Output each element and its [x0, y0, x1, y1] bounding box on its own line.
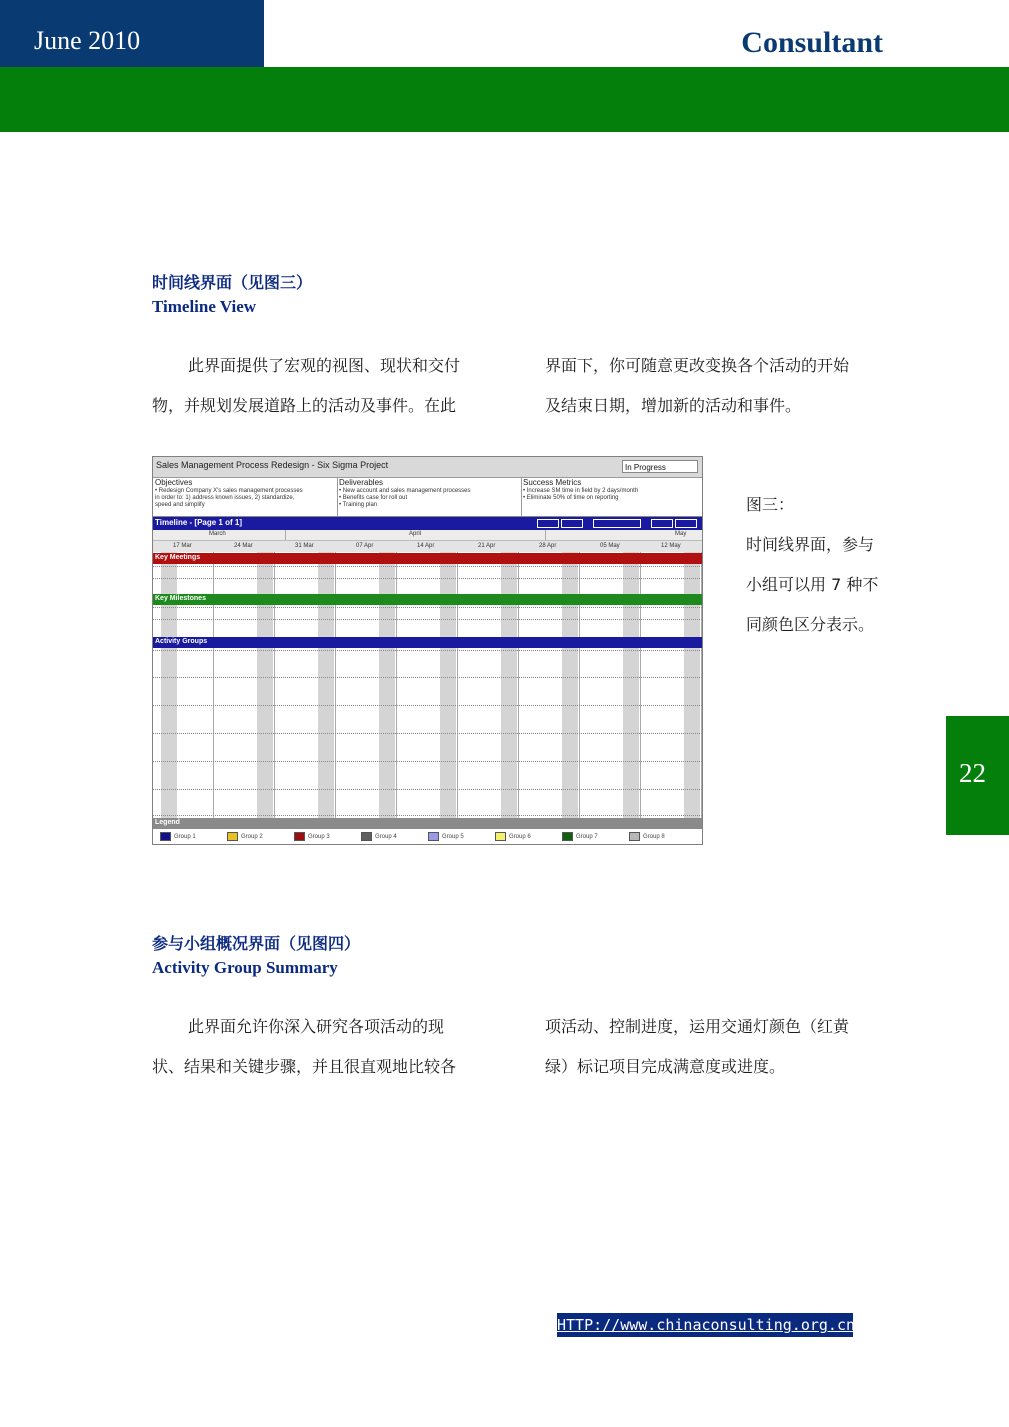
section-heading-en: Timeline View [152, 297, 257, 316]
legend-item [428, 832, 464, 841]
legend-label-text: Group 7 [576, 834, 598, 841]
metrics-panel [521, 477, 702, 516]
text-line: 项活动、控制进度，运用交通灯颜色（红黄 [545, 1017, 850, 1036]
legend-label-text: Group 5 [442, 834, 464, 841]
weekend-shade [562, 552, 578, 820]
week-column [336, 552, 397, 820]
paragraph-col-2 [545, 346, 905, 426]
timeline-screenshot [152, 456, 703, 845]
text-line: 界面下，你可随意更改变换各个活动的开始 [545, 356, 850, 375]
weekend-shade [318, 552, 334, 820]
caption-line: 时间线界面，参与 [746, 535, 875, 554]
month-label: May [675, 531, 687, 537]
timeline-bar [153, 517, 702, 530]
activity-groups-band [153, 637, 702, 648]
weekend-shade [257, 552, 273, 820]
legend-label-text: Group 4 [375, 834, 397, 841]
legend-label-text: Group 8 [643, 834, 665, 841]
legend-label-text: Group 6 [509, 834, 531, 841]
week-column [519, 552, 580, 820]
nav-prev-button[interactable] [537, 519, 559, 528]
weekend-shade [623, 552, 639, 820]
grid-row-line [153, 733, 702, 734]
caption-line: 图三： [746, 495, 795, 514]
header-green-band [0, 67, 1009, 132]
month-label: April [409, 531, 422, 537]
section-heading-cn: 参与小组概况界面（见图四） [152, 934, 361, 953]
week-column [458, 552, 519, 820]
grid-row-line [153, 677, 702, 678]
week-label: 17 Mar [173, 543, 192, 549]
week-label: 14 Apr [417, 543, 435, 549]
week-column [641, 552, 702, 820]
week-label: 05 May [600, 543, 620, 549]
status-dropdown[interactable]: In Progress [622, 460, 698, 473]
week-row [153, 541, 702, 552]
weekend-shade [684, 552, 700, 820]
legend-swatch [629, 832, 640, 841]
screen-title-bar [153, 457, 702, 478]
metrics-text: • Increase SM time in field by 2 days/month • Eliminate 50% of time on reporting [523, 488, 639, 501]
section-heading-en: Activity Group Summary [152, 958, 338, 977]
week-label: 24 Mar [234, 543, 253, 549]
legend-label-text: Group 3 [308, 834, 330, 841]
deliverables-text: • New account and sales management processes • Benefits case for roll out • Training plan [339, 488, 471, 508]
legend-label-text: Group 1 [174, 834, 196, 841]
grid-row-line [153, 566, 702, 567]
figure-caption [746, 485, 906, 645]
band-label: Key Meetings [155, 554, 201, 561]
grid-row-line [153, 815, 702, 816]
weekend-shade [379, 552, 395, 820]
week-label: 07 Apr [356, 543, 374, 549]
weekend-shade [161, 552, 177, 820]
band-label: Activity Groups [155, 638, 208, 645]
text-line: 此界面允许你深入研究各项活动的现 [188, 1017, 445, 1036]
deliverables-panel [337, 477, 522, 516]
legend-item [160, 832, 196, 841]
legend-label: Legend [155, 819, 180, 826]
legend-swatch [495, 832, 506, 841]
week-column [580, 552, 641, 820]
legend-swatch [428, 832, 439, 841]
paragraph-col-1 [152, 346, 502, 426]
scroll-right-button[interactable] [675, 519, 697, 528]
weekend-shade [440, 552, 456, 820]
grid-row-line [153, 761, 702, 762]
section-heading-cn: 时间线界面（见图三） [152, 273, 313, 292]
metrics-label: Success Metrics [523, 478, 582, 487]
legend-item [294, 832, 330, 841]
objectives-text: • Redesign Company X's sales management processes in order to: 1) address known issues, 2) standardize, speed and simplify [155, 488, 303, 508]
legend-bar [153, 818, 702, 829]
objectives-panel [153, 477, 338, 516]
zoom-range-button[interactable] [593, 519, 641, 528]
legend-swatch [160, 832, 171, 841]
text-line: 状、结果和关键步骤，并且很直观地比较各 [152, 1057, 457, 1076]
legend-swatch [294, 832, 305, 841]
text-line: 绿）标记项目完成满意度或进度。 [545, 1057, 786, 1076]
paragraph-col-2 [545, 1007, 905, 1087]
caption-line: 同颜色区分表示。 [746, 615, 875, 634]
week-label: 31 Mar [295, 543, 314, 549]
deliverables-label: Deliverables [339, 478, 384, 487]
legend-item [361, 832, 397, 841]
objectives-label: Objectives [155, 478, 193, 487]
month-label: March [209, 531, 226, 537]
issue-date: June 2010 [34, 26, 141, 55]
key-meetings-band [153, 553, 702, 564]
nav-next-button[interactable] [561, 519, 583, 528]
month-row [153, 530, 702, 541]
legend-label-text: Group 2 [241, 834, 263, 841]
footer-url-link[interactable]: HTTP://www.chinaconsulting.org.cn [557, 1313, 853, 1337]
legend-row [153, 829, 702, 844]
text-line: 及结束日期，增加新的活动和事件。 [545, 396, 802, 415]
text-line: 物，并规划发展道路上的活动及事件。在此 [152, 396, 457, 415]
band-label: Key Milestones [155, 595, 206, 602]
week-column [397, 552, 458, 820]
grid-row-line [153, 789, 702, 790]
legend-item [227, 832, 263, 841]
grid-row-line [153, 578, 702, 579]
grid-row-line [153, 650, 702, 651]
week-column [275, 552, 336, 820]
caption-line: 小组可以用 7 种不 [746, 575, 879, 594]
scroll-left-button[interactable] [651, 519, 673, 528]
week-column [214, 552, 275, 820]
page-number: 22 [959, 758, 986, 788]
paragraph-col-1 [152, 1007, 502, 1087]
week-label: 21 Apr [478, 543, 496, 549]
weekend-shade [501, 552, 517, 820]
grid-row-line [153, 607, 702, 608]
magazine-title: Consultant [741, 26, 883, 59]
legend-item [629, 832, 665, 841]
legend-swatch [562, 832, 573, 841]
project-title: Sales Management Process Redesign - Six Sigma Project [156, 460, 389, 470]
grid-row-line [153, 619, 702, 620]
legend-item [495, 832, 531, 841]
week-label: 12 May [661, 543, 681, 549]
project-summary [153, 477, 702, 517]
week-label: 28 Apr [539, 543, 557, 549]
legend-swatch [361, 832, 372, 841]
timeline-label: Timeline - [Page 1 of 1] [155, 518, 242, 527]
grid-row-line [153, 705, 702, 706]
key-milestones-band [153, 594, 702, 605]
week-column [153, 552, 214, 820]
text-line: 此界面提供了宏观的视图、现状和交付 [188, 356, 461, 375]
legend-item [562, 832, 598, 841]
legend-swatch [227, 832, 238, 841]
